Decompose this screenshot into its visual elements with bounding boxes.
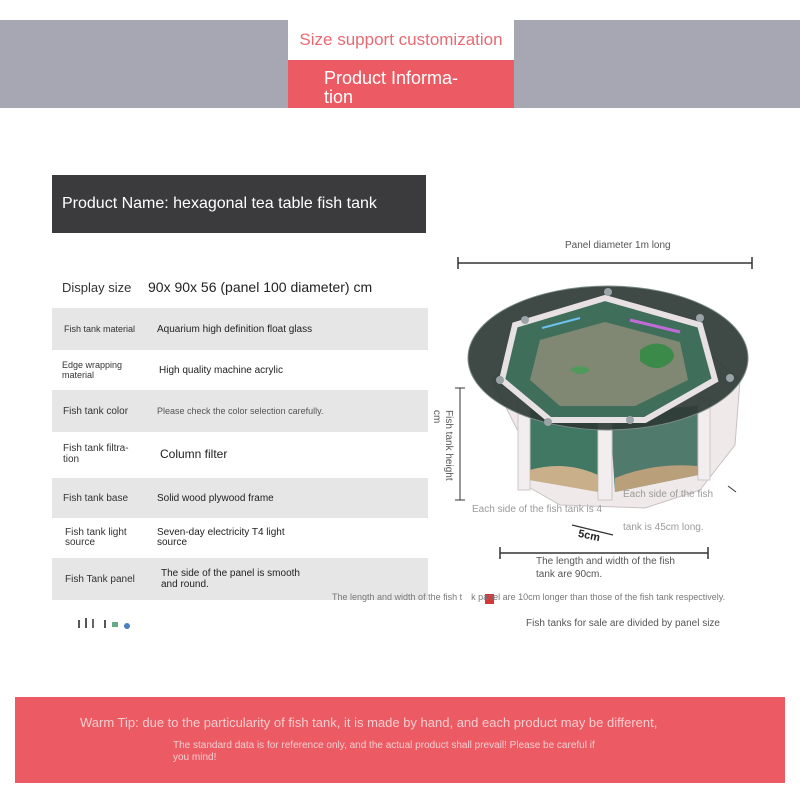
spec-label: Fish tank material bbox=[64, 324, 136, 334]
spec-value-line1: The side of the panel is smooth bbox=[161, 568, 300, 579]
spec-label bbox=[52, 528, 157, 548]
spec-row-material bbox=[52, 308, 428, 350]
panel-longer-note-part-b: k panel are 10cm longer than those of the fish tank respectively. bbox=[471, 592, 726, 602]
panel-longer-note-part-a: The length and width of the fish t bbox=[332, 592, 463, 602]
spec-label: Fish tank base bbox=[63, 492, 129, 504]
side-label-right-line2: tank is 45cm long. bbox=[623, 522, 704, 533]
product-information-tab-line2: tion bbox=[324, 87, 354, 107]
spec-value: Column filter bbox=[160, 447, 228, 461]
spec-value: 90x 90x 56 (panel 100 diameter) cm bbox=[148, 279, 373, 295]
warm-tip-line2b: you mind! bbox=[173, 752, 217, 763]
size-customization-tab[interactable]: Size support customization bbox=[288, 20, 514, 60]
spec-value: Aquarium high definition float glass bbox=[157, 323, 313, 335]
spec-value bbox=[157, 528, 428, 548]
panel-size-note: Fish tanks for sale are divided by panel size bbox=[526, 618, 720, 629]
panel-diameter-label: Panel diameter 1m long bbox=[565, 240, 671, 251]
warm-tip-line2a: The standard data is for reference only, and the actual product shall prevail! Please be careful if bbox=[173, 740, 595, 751]
spec-label-line1: Fish tank light bbox=[65, 527, 127, 538]
spec-row-display-size bbox=[52, 266, 428, 308]
spec-value-line2: and round. bbox=[161, 579, 209, 590]
accessory-row bbox=[52, 600, 428, 646]
height-unit-label: cm bbox=[431, 410, 442, 424]
spec-label bbox=[52, 443, 160, 465]
product-information-tab[interactable] bbox=[288, 60, 514, 108]
product-information-tab-line1: Product Informa- bbox=[324, 68, 459, 88]
spec-row-light-source bbox=[52, 518, 428, 558]
spec-value: Please check the color selection carefully. bbox=[157, 406, 324, 416]
side-label-right-line1: Each side of the fish bbox=[623, 489, 714, 500]
spec-label: Display size bbox=[62, 279, 132, 295]
spec-value: Solid wood plywood frame bbox=[157, 492, 274, 504]
fish-tank-diagram bbox=[430, 230, 800, 650]
spec-row-color bbox=[52, 390, 428, 432]
spec-row-filtration bbox=[52, 432, 428, 476]
warm-tip-box bbox=[15, 697, 785, 783]
length-width-line2: tank are 90cm. bbox=[536, 569, 603, 580]
warm-tip-line2 bbox=[173, 740, 653, 764]
length-width-line1: The length and width of the fish bbox=[536, 556, 675, 567]
spec-label: Fish Tank panel bbox=[65, 573, 135, 585]
spec-label-line1: Edge wrapping bbox=[62, 360, 123, 370]
spec-label-line1: Fish tank filtra- bbox=[63, 443, 129, 454]
height-label: Fish tank height bbox=[443, 410, 454, 481]
warm-tip-line1: Warm Tip: due to the particularity of fish tank, it is made by hand, and each product may be different, bbox=[80, 715, 658, 730]
spec-value: High quality machine acrylic bbox=[159, 364, 283, 376]
spec-value-line1: Seven-day electricity T4 light bbox=[157, 527, 285, 538]
accessory-fittings-icon bbox=[74, 612, 154, 642]
top-margin bbox=[0, 0, 800, 20]
fish-tank-illustration bbox=[430, 230, 800, 650]
spec-label bbox=[52, 360, 159, 380]
five-cm-label: 5cm bbox=[576, 527, 602, 545]
spec-value-line2: source bbox=[157, 537, 188, 548]
spec-label-line2: material bbox=[62, 370, 95, 380]
product-name-bar: Product Name: hexagonal tea table fish tank bbox=[52, 175, 426, 233]
side-label-left: Each side of the fish tank is 4 bbox=[472, 504, 603, 515]
spec-label-line2: source bbox=[65, 537, 96, 548]
spec-value bbox=[161, 568, 428, 590]
spec-label: Fish tank color bbox=[63, 405, 129, 417]
spec-label-line2: tion bbox=[63, 454, 80, 465]
spec-row-edge-wrapping bbox=[52, 350, 428, 390]
spec-row-base bbox=[52, 478, 428, 518]
panel-longer-note bbox=[332, 592, 725, 602]
